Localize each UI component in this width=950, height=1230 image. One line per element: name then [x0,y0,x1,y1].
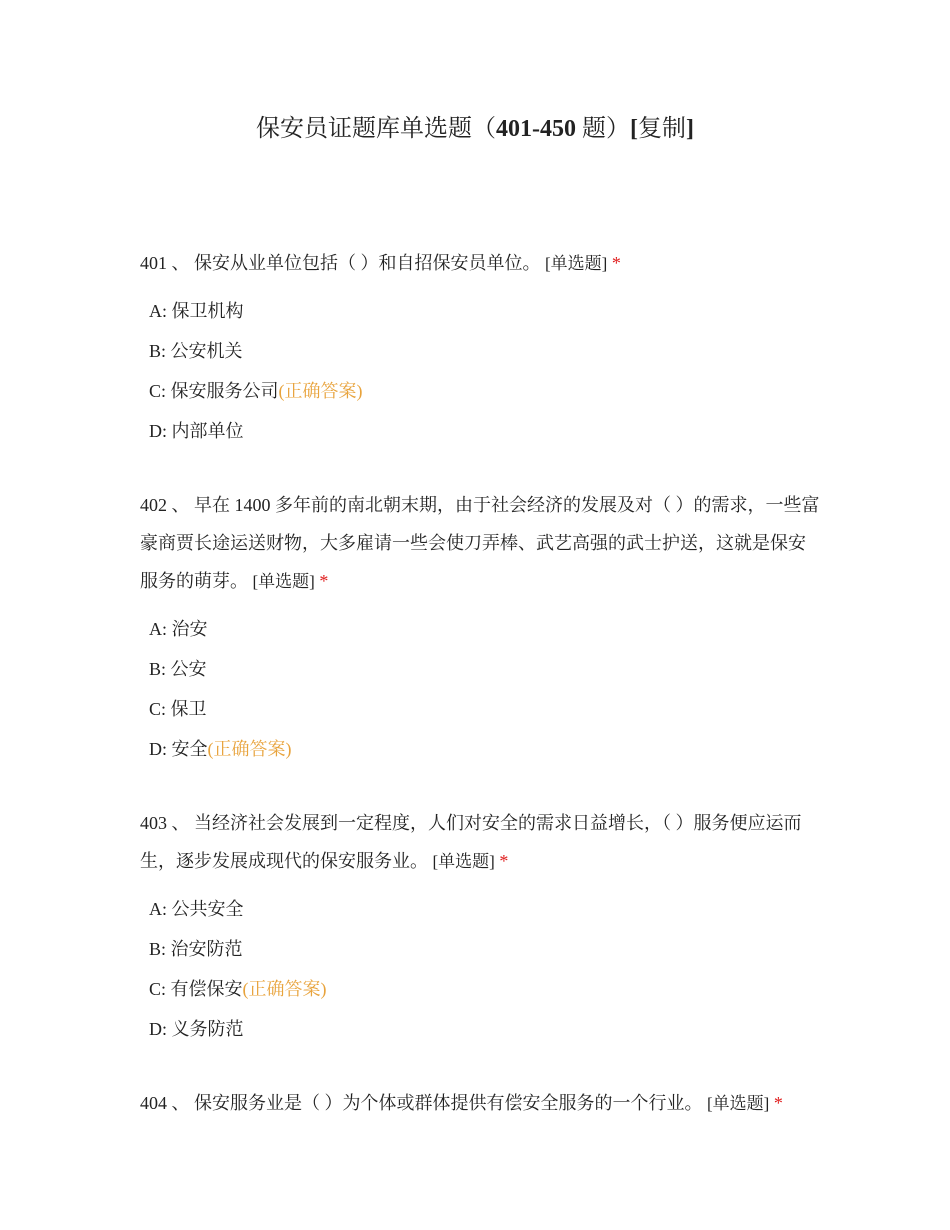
question-type-tag: [单选题] [252,572,315,591]
option-list [140,291,820,451]
option-list [140,889,820,1049]
question-402 [140,486,820,769]
required-star: * [611,253,621,273]
option-c [140,689,820,729]
question-type-tag: [单选题] [707,1094,770,1113]
question-number: 401 、 [140,253,190,273]
question-text [140,804,820,881]
question-number: 403 、 [140,813,190,833]
option-letter: D: [149,739,172,759]
question-type-tag: [单选题] [545,254,608,273]
question-text [140,1084,840,1123]
question-403 [140,804,820,1049]
option-text: 有偿保安 [170,979,243,999]
option-text: 安全 [171,739,208,759]
option-c [140,371,820,411]
option-letter: D: [149,421,172,441]
question-number: 402 、 [140,495,190,515]
question-body: 保安从业单位包括（ ）和自招保安员单位。 [189,253,541,273]
title-text: 保安员证题库单选题（ [256,116,496,142]
option-letter: C: [149,381,171,401]
option-text: 义务防范 [171,1019,244,1039]
option-d [140,729,820,769]
option-d [140,411,820,451]
option-text: 公安机关 [170,341,243,361]
option-letter: A: [149,301,172,321]
title-suffix: 题） [576,116,630,142]
option-b [140,929,820,969]
option-text: 保卫机构 [171,301,244,321]
option-d [140,1009,820,1049]
option-letter: C: [149,979,171,999]
correct-answer-mark: (正确答案) [278,381,363,401]
question-body: 当经济社会发展到一定程度，人们对安全的需求日益增长，（ ）服务便应运而生，逐步发展成现代的保安服务业。 [140,813,802,871]
option-text: 保安服务公司 [170,381,279,401]
option-letter: D: [149,1019,172,1039]
question-text [140,486,820,601]
correct-answer-mark: (正确答案) [207,739,292,759]
option-text: 保卫 [170,699,207,719]
option-text: 内部单位 [171,421,244,441]
option-a [140,889,820,929]
option-list [140,609,820,769]
copy-label: 复制 [638,116,686,142]
option-a [140,291,820,331]
question-type-tag: [单选题] [432,852,495,871]
option-letter: A: [149,619,172,639]
title-bracket-open: [ [630,116,638,142]
required-star: * [319,571,329,591]
option-text: 公共安全 [171,899,244,919]
option-b [140,331,820,371]
option-b [140,649,820,689]
option-text: 治安 [171,619,208,639]
option-c [140,969,820,1009]
option-letter: B: [149,341,171,361]
title-bracket-close: ] [686,116,694,142]
option-letter: B: [149,659,171,679]
option-letter: B: [149,939,171,959]
page-title [0,108,950,143]
required-star: * [773,1093,783,1113]
question-body: 早在 1400 多年前的南北朝末期，由于社会经济的发展及对（ ）的需求，一些富豪商贾长途运送财物，大多雇请一些会使刀弄棒、武艺高强的武士护送，这就是保安服务的萌芽。 [140,495,820,591]
option-a [140,609,820,649]
option-text: 治安防范 [170,939,243,959]
question-number: 404 、 [140,1093,190,1113]
required-star: * [499,851,509,871]
title-range: 401-450 [496,116,576,142]
question-text [140,244,820,283]
option-letter: C: [149,699,171,719]
question-body: 保安服务业是（ ）为个体或群体提供有偿安全服务的一个行业。 [189,1093,703,1113]
option-letter: A: [149,899,172,919]
correct-answer-mark: (正确答案) [242,979,327,999]
question-401 [140,244,820,451]
question-404 [140,1084,840,1123]
option-text: 公安 [170,659,207,679]
